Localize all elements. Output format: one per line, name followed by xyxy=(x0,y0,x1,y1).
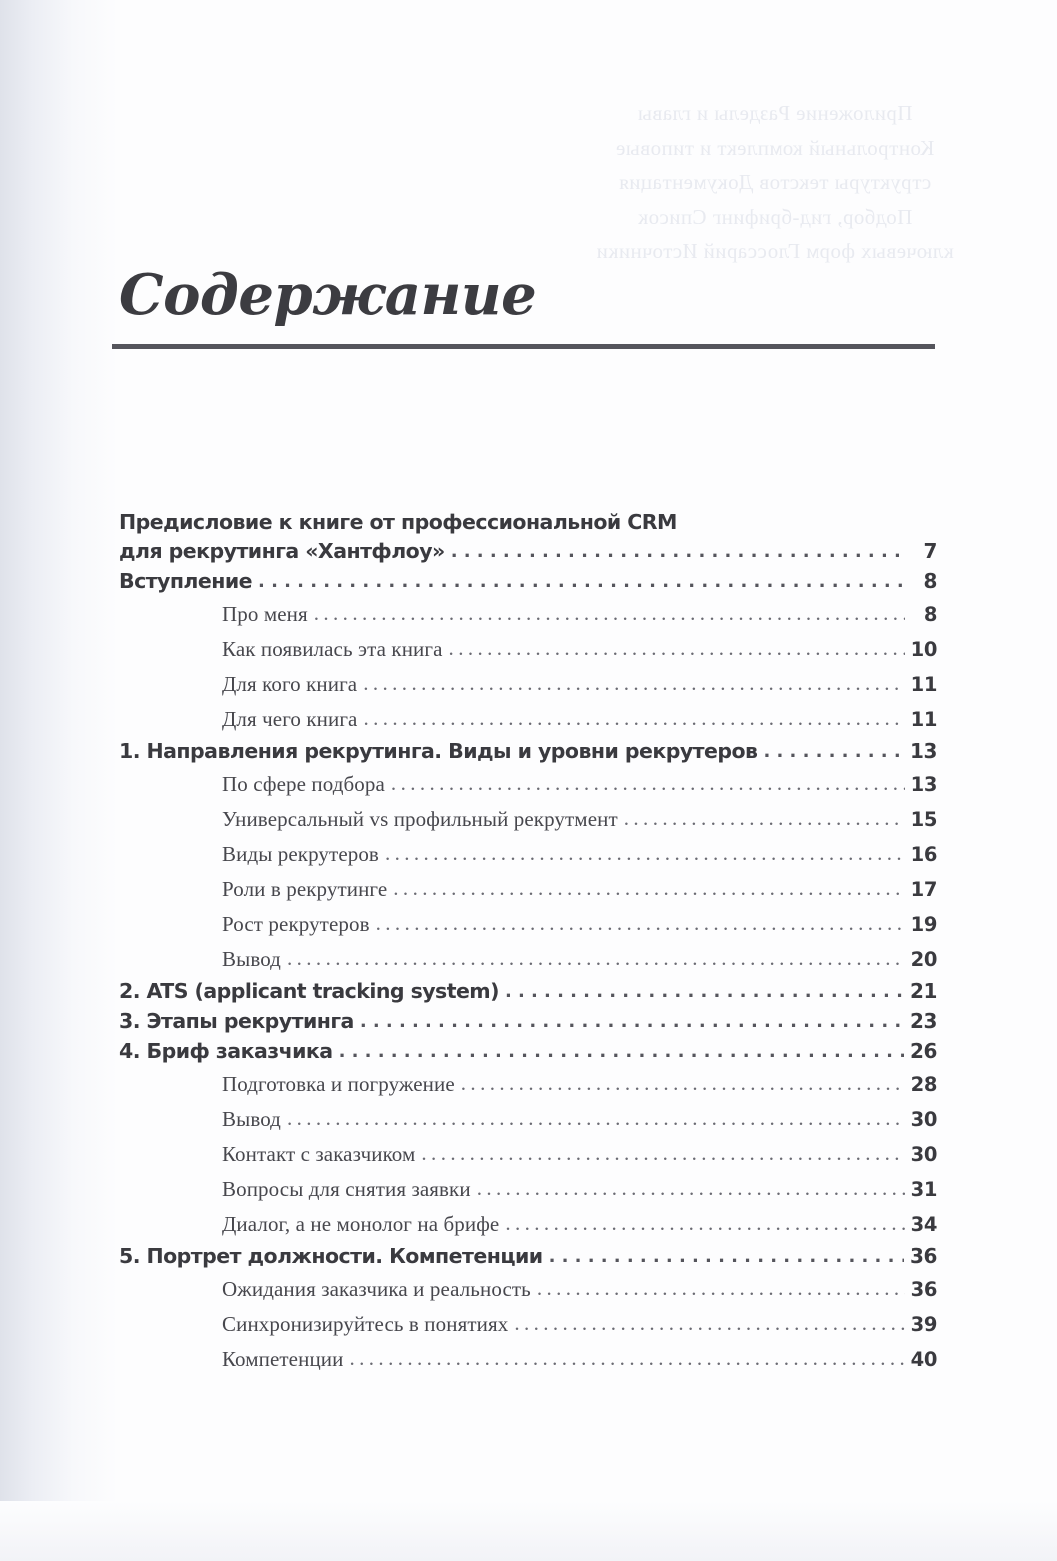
page-number: 17 xyxy=(910,878,937,901)
entry-label: Контакт с заказчиком xyxy=(222,1142,416,1166)
toc-entry-level-2[interactable] xyxy=(222,1137,937,1172)
page-number: 36 xyxy=(909,1244,937,1268)
page-number: 21 xyxy=(909,979,937,1003)
page-number: 15 xyxy=(910,808,937,831)
dot-leader xyxy=(393,871,904,906)
dot-leader xyxy=(258,566,905,596)
toc-entry-level-1[interactable] xyxy=(119,1242,937,1272)
toc-entry-level-2[interactable] xyxy=(222,1102,937,1137)
page-number: 8 xyxy=(923,603,937,626)
dot-leader xyxy=(421,1136,904,1171)
entry-label: Подготовка и погружение xyxy=(222,1072,455,1096)
entry-label: По сфере подбора xyxy=(222,772,385,796)
entry-label: Для кого книга xyxy=(222,672,358,696)
dot-leader xyxy=(537,1271,905,1306)
entry-label: Универсальный vs профильный рекрутмент xyxy=(222,807,618,831)
toc-entry-level-2[interactable] xyxy=(222,872,937,907)
entry-label: Вопросы для снятия заявки xyxy=(222,1177,471,1201)
entry-label: Для чего книга xyxy=(222,707,358,731)
entry-label: Как появилась эта книга xyxy=(222,637,443,661)
dot-leader xyxy=(287,941,905,976)
toc-entry-level-2[interactable] xyxy=(222,1207,937,1242)
page-number: 10 xyxy=(910,638,937,661)
page-number: 19 xyxy=(910,913,937,936)
toc-group xyxy=(119,567,937,737)
page-number: 8 xyxy=(923,569,937,593)
toc-entry-level-2[interactable] xyxy=(222,632,937,667)
dot-leader xyxy=(287,1101,905,1136)
toc-entry-level-2[interactable] xyxy=(222,837,937,872)
dot-leader xyxy=(339,1036,904,1066)
entry-label: Про меня xyxy=(222,602,308,626)
toc-group xyxy=(119,1242,937,1377)
entry-label: 4. Бриф заказчика xyxy=(119,1039,333,1063)
page-bleed-through-artifact: Приложение Разделы и главы Контрольный комплект и типовые структуры текстов Документация Подбор, гид-брифинг Список ключевых форм Глоссарий Источники xyxy=(596,101,954,263)
page-number: 11 xyxy=(910,673,937,696)
title-divider-rule xyxy=(112,344,935,349)
toc-entry-level-2[interactable] xyxy=(222,942,937,977)
entry-label: Синхронизируйтесь в понятиях xyxy=(222,1312,509,1336)
entry-label: Вывод xyxy=(222,1107,281,1131)
entry-label: 2. ATS (applicant tracking system) xyxy=(119,979,499,1003)
toc-entry-level-2[interactable] xyxy=(222,767,937,802)
toc-entry-level-2[interactable] xyxy=(222,1342,937,1377)
page-number: 23 xyxy=(909,1009,937,1033)
page-number: 13 xyxy=(909,739,937,763)
toc-entry-level-1[interactable] xyxy=(119,567,937,597)
table-of-contents-list xyxy=(119,508,937,1377)
entry-label: Диалог, а не монолог на брифе xyxy=(222,1212,500,1236)
entry-label: Вывод xyxy=(222,947,281,971)
dot-leader xyxy=(376,906,905,941)
toc-entry-level-2[interactable] xyxy=(222,1272,937,1307)
page-number: 40 xyxy=(910,1348,937,1371)
toc-group xyxy=(119,508,937,567)
toc-entry-level-2[interactable] xyxy=(222,702,937,737)
dot-leader xyxy=(505,976,904,1006)
toc-entry-level-2[interactable] xyxy=(222,1307,937,1342)
toc-entry-level-1[interactable] xyxy=(119,1037,937,1067)
dot-leader xyxy=(363,701,904,736)
toc-entry-level-2[interactable] xyxy=(222,802,937,837)
page-title: Содержание xyxy=(119,262,537,328)
page-number: 16 xyxy=(910,843,937,866)
dot-leader xyxy=(549,1241,904,1271)
toc-entry-level-1[interactable] xyxy=(119,508,937,567)
toc-entry-level-2[interactable] xyxy=(222,597,937,632)
page-number: 31 xyxy=(910,1178,937,1201)
entry-label: Компетенции xyxy=(222,1347,344,1371)
dot-leader xyxy=(363,666,904,701)
entry-label: 1. Направления рекрутинга. Виды и уровни рекрутеров xyxy=(119,739,758,763)
entry-label-line-1: Предисловие к книге от профессиональной CRM xyxy=(119,510,677,534)
toc-entry-level-1[interactable] xyxy=(119,977,937,1007)
toc-group xyxy=(119,737,937,977)
dot-leader xyxy=(461,1066,905,1101)
page-number: 26 xyxy=(909,1039,937,1063)
dot-leader xyxy=(449,631,905,666)
dot-leader xyxy=(624,801,905,836)
dot-leader xyxy=(314,596,905,631)
page-number: 30 xyxy=(910,1143,937,1166)
toc-group xyxy=(119,977,937,1007)
toc-entry-level-1[interactable] xyxy=(119,1007,937,1037)
scan-shadow-bottom-edge xyxy=(0,1501,1057,1561)
entry-label: Роли в рекрутинге xyxy=(222,877,388,901)
page-number: 39 xyxy=(910,1313,937,1336)
page-number: 20 xyxy=(910,948,937,971)
dot-leader xyxy=(505,1206,904,1241)
entry-label: 3. Этапы рекрутинга xyxy=(119,1009,354,1033)
page-number: 13 xyxy=(910,773,937,796)
toc-entry-level-2[interactable] xyxy=(222,667,937,702)
page-number: 36 xyxy=(910,1278,937,1301)
dot-leader xyxy=(763,736,904,766)
dot-leader xyxy=(360,1006,904,1036)
toc-entry-level-2[interactable] xyxy=(222,907,937,942)
page-number: 34 xyxy=(910,1213,937,1236)
toc-entry-level-2[interactable] xyxy=(222,1172,937,1207)
entry-label: Ожидания заказчика и реальность xyxy=(222,1277,531,1301)
dot-leader xyxy=(477,1171,905,1206)
toc-entry-level-1[interactable] xyxy=(119,737,937,767)
toc-group xyxy=(119,1007,937,1037)
toc-group xyxy=(119,1037,937,1242)
dot-leader xyxy=(514,1306,904,1341)
scan-shadow-left-edge xyxy=(0,0,118,1561)
entry-label: Виды рекрутеров xyxy=(222,842,379,866)
page-number: 7 xyxy=(923,539,937,563)
page-number: 11 xyxy=(910,708,937,731)
entry-label: Вступление xyxy=(119,569,253,593)
entry-label: Рост рекрутеров xyxy=(222,912,370,936)
dot-leader xyxy=(391,766,905,801)
entry-label-line-2 xyxy=(119,537,937,567)
dot-leader xyxy=(349,1341,904,1376)
page-number: 28 xyxy=(910,1073,937,1096)
entry-label: 5. Портрет должности. Компетенции xyxy=(119,1244,543,1268)
page-number: 30 xyxy=(910,1108,937,1131)
toc-entry-level-2[interactable] xyxy=(222,1067,937,1102)
dot-leader xyxy=(451,536,905,566)
dot-leader xyxy=(385,836,905,871)
entry-label: для рекрутинга «Хантфлоу» xyxy=(119,539,445,563)
